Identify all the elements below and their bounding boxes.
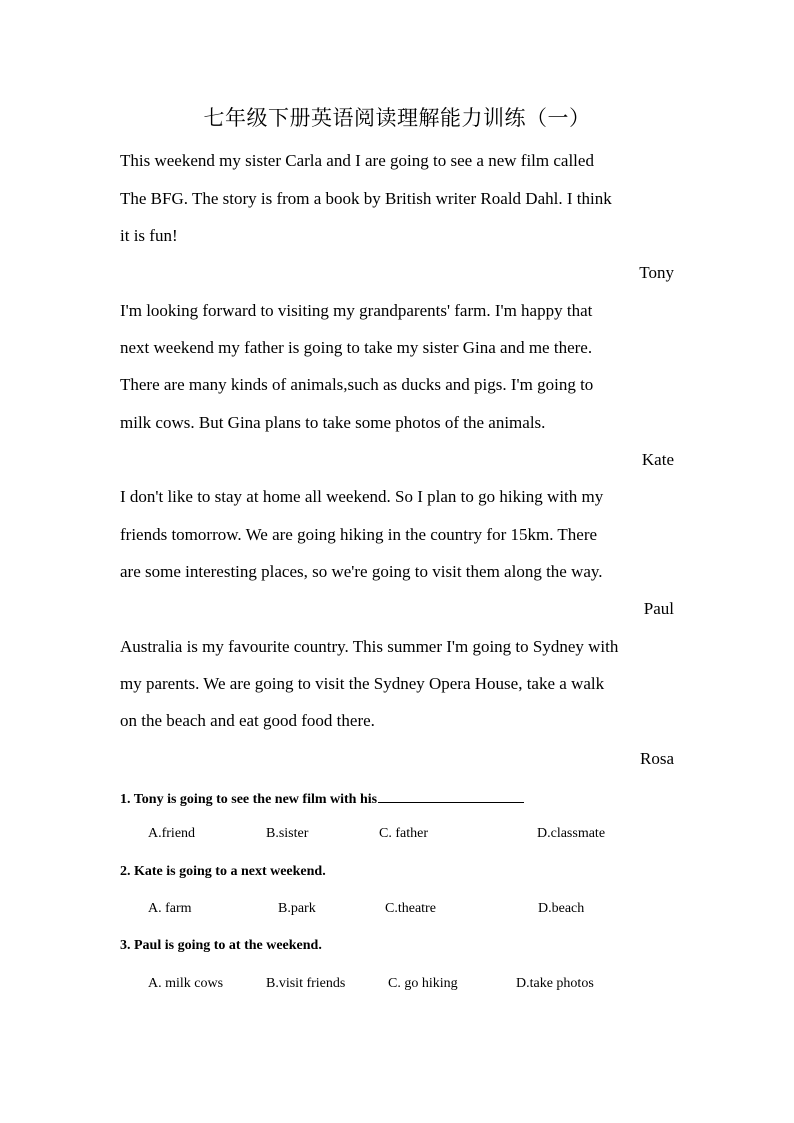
- passage-line: The BFG. The story is from a book by British writer Roald Dahl. I think: [120, 189, 612, 208]
- option-d: D.take photos: [516, 976, 594, 991]
- option-c: C. father: [379, 826, 428, 841]
- passage-line: I don't like to stay at home all weekend. So I plan to go hiking with my: [120, 487, 604, 506]
- signature-kate: Kate: [641, 450, 674, 469]
- passage-line: on the beach and eat good food there.: [120, 711, 375, 730]
- page-title: 七年级下册英语阅读理解能力训练（一）: [203, 106, 591, 130]
- option-b: B.park: [278, 901, 316, 916]
- question-2: [120, 864, 326, 880]
- passage-line: next weekend my father is going to take my sister Gina and me there.: [120, 338, 593, 357]
- question-1: [120, 789, 524, 808]
- passage-line: friends tomorrow. We are going hiking in the country for 15km. There: [120, 525, 598, 544]
- option-b: B.visit friends: [266, 976, 346, 991]
- question-text: 3. Paul is going to at the weekend.: [120, 938, 322, 953]
- signature-paul: Paul: [643, 599, 674, 618]
- question-text: 1. Tony is going to see the new film with his: [120, 792, 378, 807]
- passage-line: There are many kinds of animals,such as ducks and pigs. I'm going to: [120, 375, 594, 394]
- option-a: A.friend: [148, 826, 196, 841]
- passage-line: my parents. We are going to visit the Sydney Opera House, take a walk: [120, 674, 605, 693]
- option-a: A. farm: [148, 901, 192, 916]
- option-c: C.theatre: [385, 901, 436, 916]
- option-c: C. go hiking: [388, 976, 458, 991]
- passage-line: Australia is my favourite country. This summer I'm going to Sydney with: [120, 637, 619, 656]
- option-a: A. milk cows: [148, 976, 224, 991]
- option-b: B.sister: [266, 826, 309, 841]
- answer-blank[interactable]: [378, 789, 524, 803]
- option-d: D.beach: [538, 901, 585, 916]
- passage-line: are some interesting places, so we're going to visit them along the way.: [120, 562, 603, 581]
- signature-rosa: Rosa: [640, 749, 674, 768]
- passage-line: milk cows. But Gina plans to take some photos of the animals.: [120, 413, 546, 432]
- passage-line: it is fun!: [120, 226, 178, 245]
- passage-line: I'm looking forward to visiting my grandparents' farm. I'm happy that: [120, 301, 593, 320]
- question-text: 2. Kate is going to a next weekend.: [120, 864, 326, 879]
- option-d: D.classmate: [537, 826, 606, 841]
- signature-tony: Tony: [639, 263, 674, 282]
- question-3: [120, 938, 322, 954]
- passage-line: This weekend my sister Carla and I are going to see a new film called: [120, 151, 594, 170]
